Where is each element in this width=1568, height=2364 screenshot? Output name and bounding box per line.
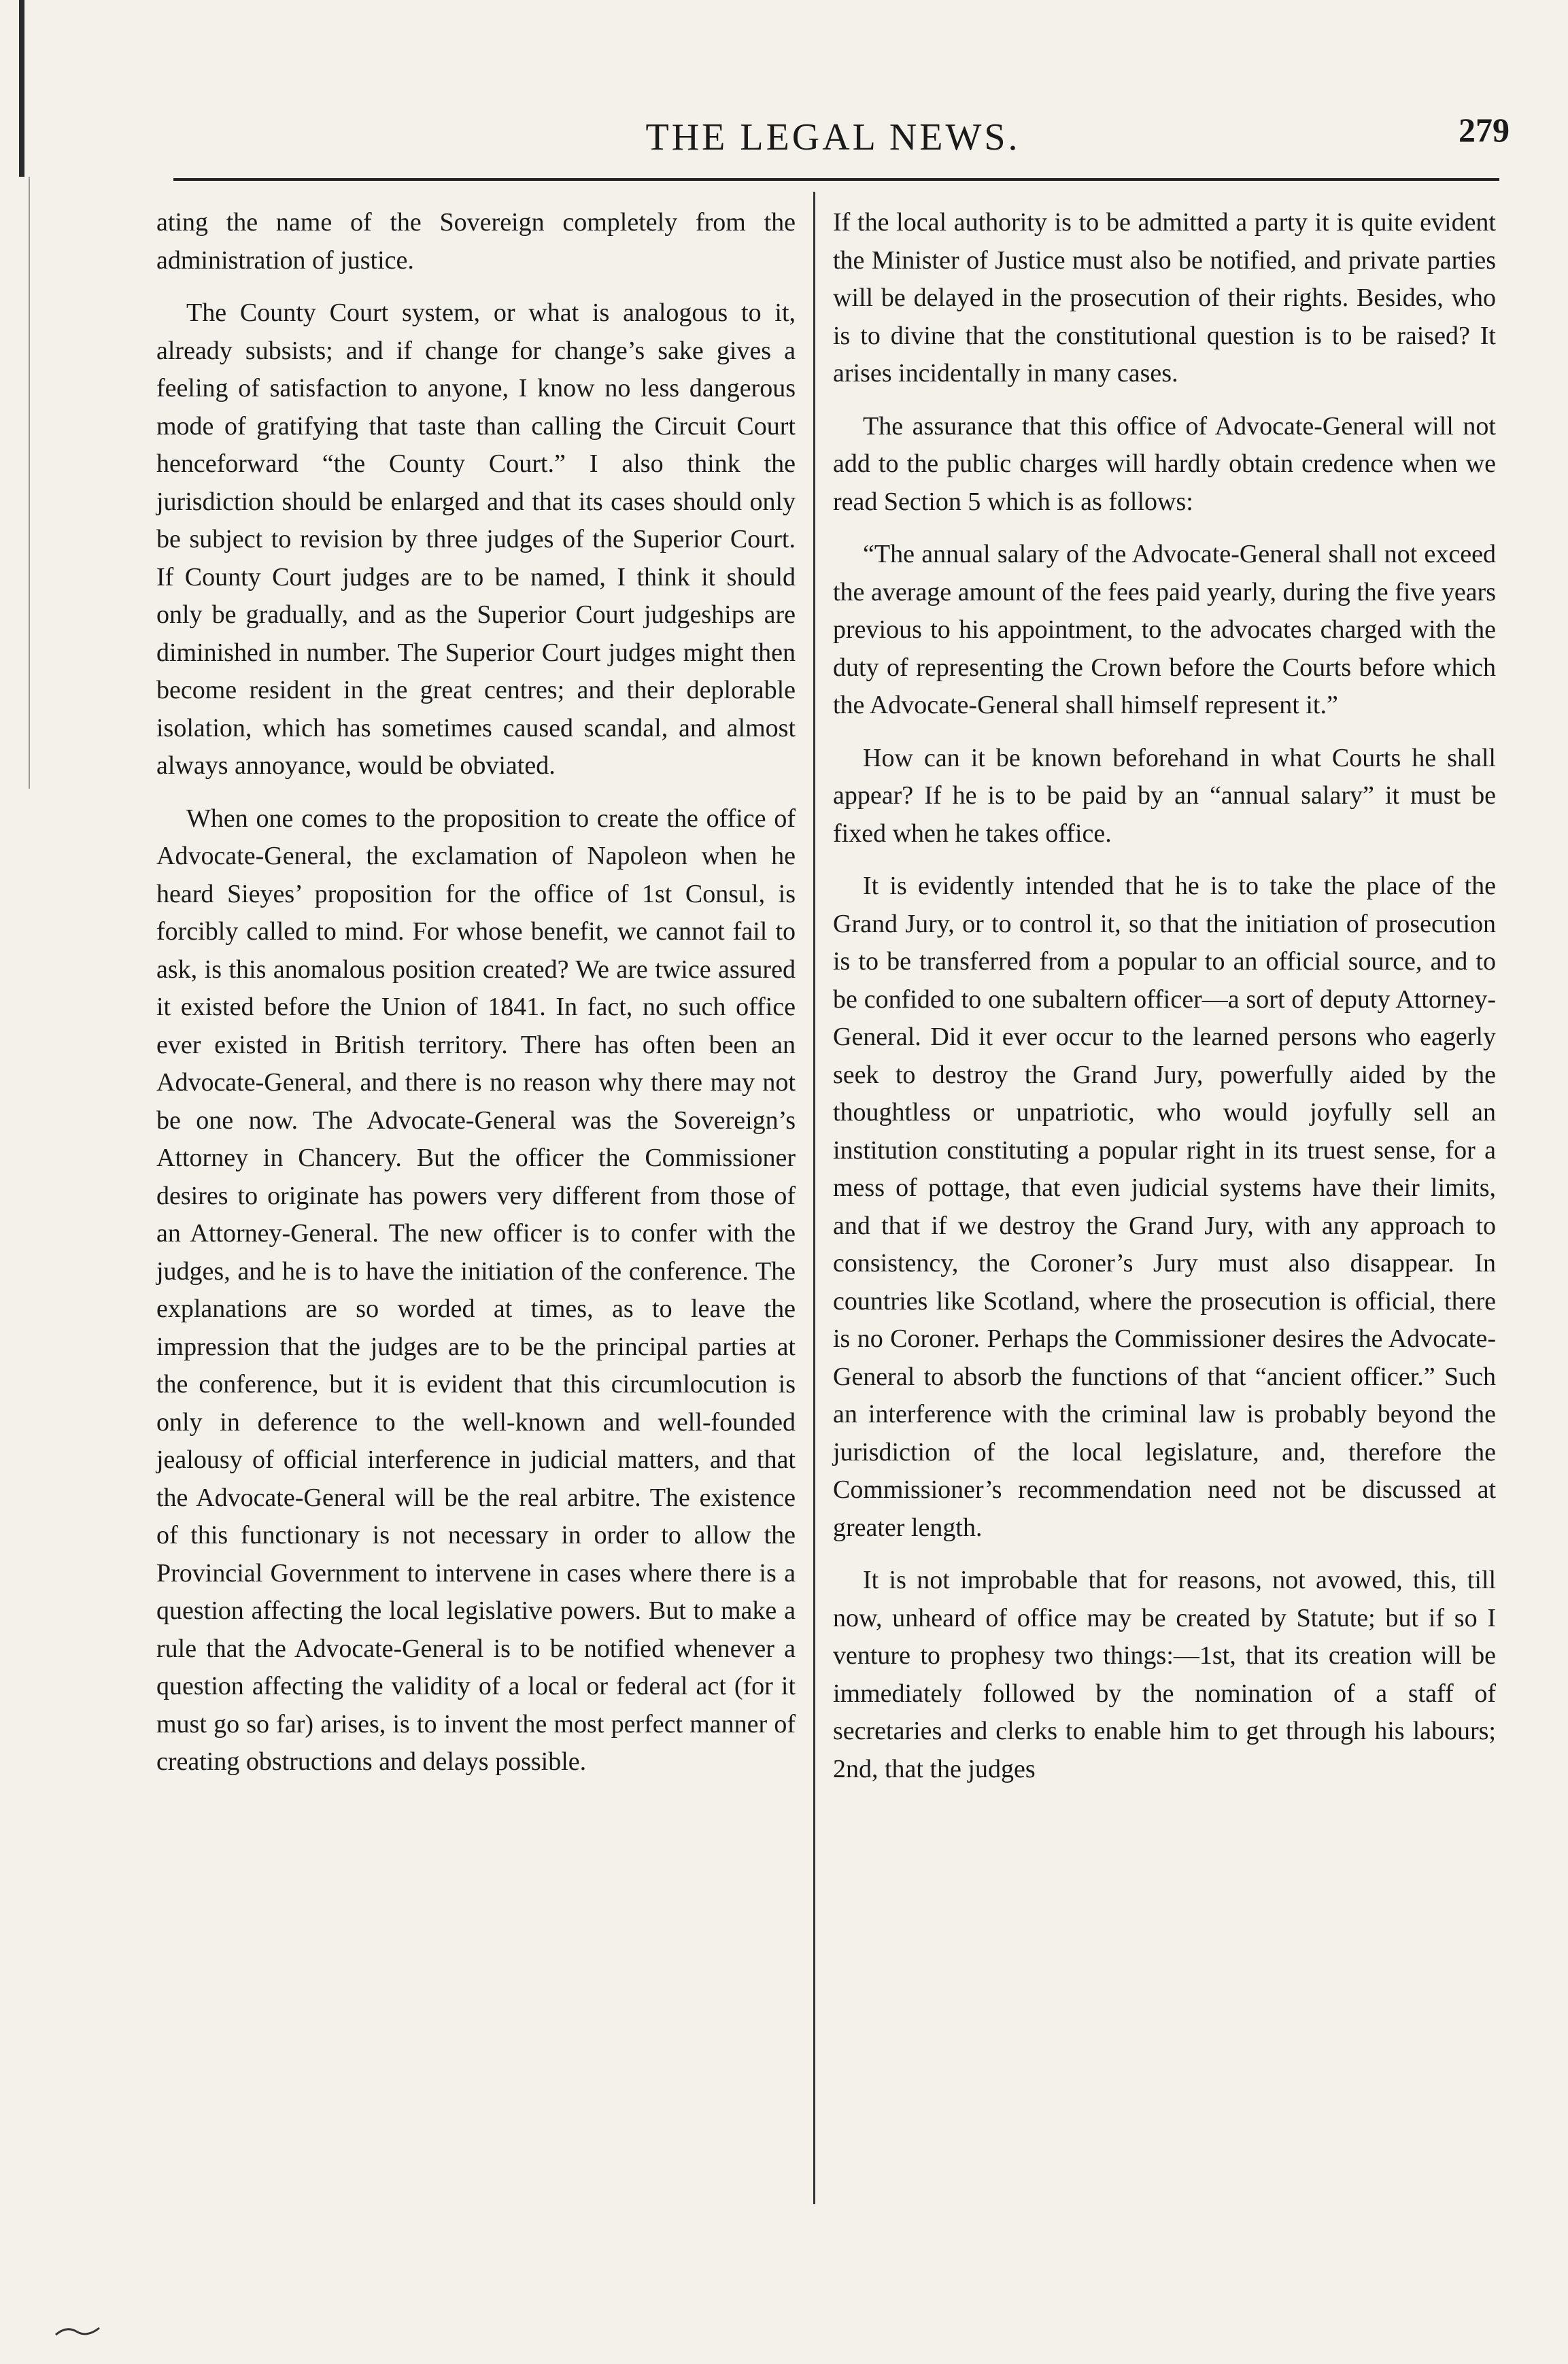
left-column: [156, 204, 796, 1796]
right-paragraph-6: It is not improbable that for reasons, not avowed, this, till now, unheard of office may be created by Statute; but if so I venture to prophesy two things:—1st, that its creation will be immediately followed by the nomination of a staff of secretaries and clerks to enable him to get through his labours; 2nd, that the judges: [833, 1566, 1496, 1783]
left-paragraph-3: When one comes to the proposition to create the office of Advocate-General, the exclamation of Napoleon when he heard Sieyes’ proposition for the office of 1st Consul, is forcibly called to mind. For whose benefit, we cannot fail to ask, is this anomalous position created? We are twice assured it existed before the Union of 1841. In fact, no such office ever existed in British territory. There has often been an Advocate-General, and there is no reason why there may not be one now. The Advocate-General was the Sovereign’s Attorney in Chancery. But the officer the Commissioner desires to originate has powers very different from those of an Attorney-General. The new officer is to confer with the judges, and he is to have the initiation of the conference. The explanations are so worded at times, as to leave the impression that the judges are to be the principal parties at the conference, but it is evident that this circumlocution is only in deference to the well-known and well-founded jealousy of official interference in judicial matters, and that the Advocate-General will be the real arbitre. The existence of this functionary is not necessary in order to allow the Provincial Government to intervene in cases where there is a question affecting the local legislative powers. But to make a rule that the Advocate-General is to be notified whenever a question affecting the validity of a local or federal act (for it must go so far) arises, is to invent the most perfect manner of creating obstructions and delays possible.: [156, 804, 796, 1776]
right-paragraph-3: “The annual salary of the Advocate-General shall not exceed the average amount of the fees paid yearly, during the five years previous to his appointment, to the advocates charged with the duty of representing the Crown before the Courts before which the Advocate-General shall himself represent it.”: [833, 540, 1496, 719]
right-paragraph-2: The assurance that this office of Advocate-General will not add to the public charges will hardly obtain credence when we read Section 5 which is as follows:: [833, 411, 1496, 516]
right-paragraph-4: How can it be known beforehand in what Courts he shall appear? If he is to be paid by an “annual salary” it must be fixed when he takes office.: [833, 743, 1496, 848]
right-paragraph-1: If the local authority is to be admitted a party it is quite evident the Minister of Justice must also be notified, and private parties will be delayed in the prosecution of their rights. Besides, who is to divine that the constitutional question is to be raised? It arises incidentally in many cases.: [833, 208, 1496, 388]
scan-artifact-mark: [54, 2322, 102, 2337]
right-column: [833, 204, 1496, 1803]
binding-edge-mark: [19, 0, 24, 177]
left-paragraph-2: The County Court system, or what is analogous to it, already subsists; and if change for change’s sake gives a feeling of satisfaction to anyone, I know no less dangerous mode of gratifying that taste than calling the Circuit Court henceforward “the County Court.” I also think the jurisdiction should be enlarged and that its cases should only be subject to revision by three judges of the Superior Court. If County Court judges are to be named, I think it should only be gradually, and as the Superior Court judgeships are diminished in number. The Superior Court judges might then become resident in the great centres; and their deplorable isolation, which has sometimes caused scandal, and almost always annoyance, would be obviated.: [156, 298, 796, 780]
binding-shadow-line: [29, 177, 30, 789]
right-paragraph-5: It is evidently intended that he is to take the place of the Grand Jury, or to control it, so that the initiation of prosecution is to be transferred from a popular to an official source, and to be confided to one subaltern officer—a sort of deputy Attorney-General. Did it ever occur to the learned persons who eagerly seek to destroy the Grand Jury, powerfully aided by the thoughtless or unpatriotic, who would joyfully sell an institution constituting a popular right in its truest sense, for a mess of pottage, that even judicial systems have their limits, and that if we destroy the Grand Jury, with any approach to consistency, the Coroner’s Jury must also disappear. In countries like Scotland, where the prosecution is official, there is no Coroner. Perhaps the Commissioner desires the Advocate-General to absorb the functions of that “ancient officer.” Such an interference with the criminal law is probably beyond the jurisdiction of the local legislature, and, therefore the Commissioner’s recommendation need not be discussed at greater length.: [833, 872, 1496, 1542]
page-number: 279: [1459, 111, 1510, 149]
running-title: THE LEGAL NEWS.: [645, 116, 1021, 158]
header-rule: [173, 178, 1499, 181]
column-divider: [813, 192, 815, 2204]
page-header: [156, 102, 1510, 163]
left-paragraph-1: ating the name of the Sovereign completely from the administration of justice.: [156, 208, 796, 275]
